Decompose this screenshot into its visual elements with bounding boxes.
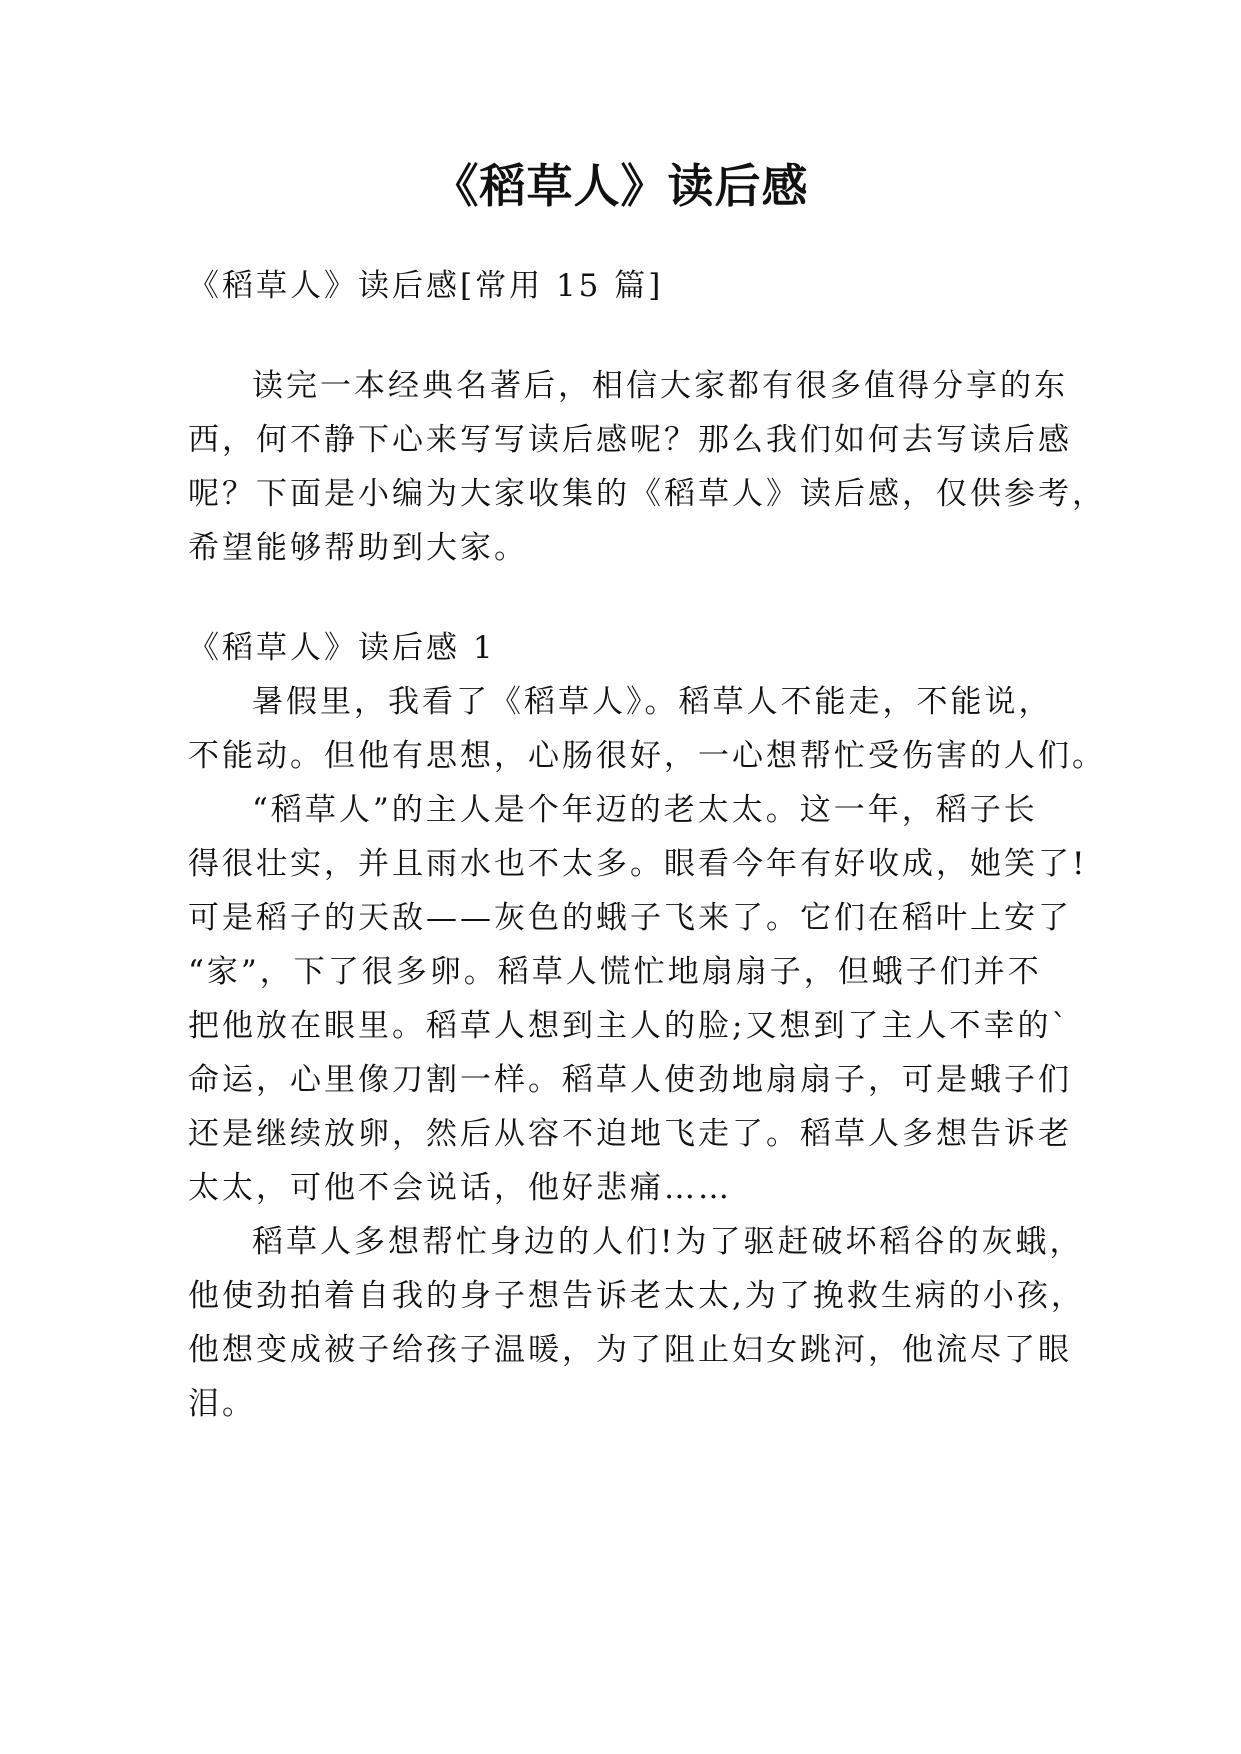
paragraph-line: 还是继续放卵，然后从容不迫地飞走了。稻草人多想告诉老	[188, 1116, 1072, 1152]
section-heading: 《稻草人》读后感 1	[188, 630, 496, 666]
document-subtitle: 《稻草人》读后感[常用 15 篇]	[188, 268, 664, 304]
paragraph-line: 得很壮实，并且雨水也不太多。眼看今年有好收成，她笑了!	[188, 846, 1088, 882]
paragraph-line: 把他放在眼里。稻草人想到主人的脸;又想到了主人不幸的`	[188, 1008, 1070, 1044]
paragraph-line: “稻草人”的主人是个年迈的老太太。这一年，稻子长	[252, 792, 1038, 828]
paragraph-line: 稻草人多想帮忙身边的人们!为了驱赶破坏稻谷的灰蛾，	[252, 1224, 1084, 1260]
intro-line: 希望能够帮助到大家。	[188, 530, 528, 566]
paragraph-line: “家”，下了很多卵。稻草人慌忙地扇扇子，但蛾子们并不	[188, 954, 1042, 990]
document-title: 《稻草人》读后感	[432, 159, 809, 213]
intro-line: 西，何不静下心来写写读后感呢？那么我们如何去写读后感	[188, 422, 1072, 458]
paragraph-line: 不能动。但他有思想，心肠很好，一心想帮忙受伤害的人们。	[188, 738, 1106, 774]
paragraph-line: 暑假里，我看了《稻草人》。稻草人不能走，不能说，	[252, 684, 1053, 720]
paragraph-line: 命运，心里像刀割一样。稻草人使劲地扇扇子，可是蛾子们	[188, 1062, 1072, 1098]
paragraph-line: 泪。	[188, 1386, 256, 1422]
paragraph-line: 太太，可他不会说话，他好悲痛……	[188, 1170, 732, 1206]
intro-line: 呢？下面是小编为大家收集的《稻草人》读后感，仅供参考，	[188, 476, 1106, 512]
paragraph-line: 他使劲拍着自我的身子想告诉老太太,为了挽救生病的小孩，	[188, 1278, 1085, 1314]
intro-line: 读完一本经典名著后，相信大家都有很多值得分享的东	[252, 368, 1068, 404]
paragraph-line: 可是稻子的天敌——灰色的蛾子飞来了。它们在稻叶上安了	[188, 900, 1072, 936]
paragraph-line: 他想变成被子给孩子温暖，为了阻止妇女跳河，他流尽了眼	[188, 1332, 1072, 1368]
